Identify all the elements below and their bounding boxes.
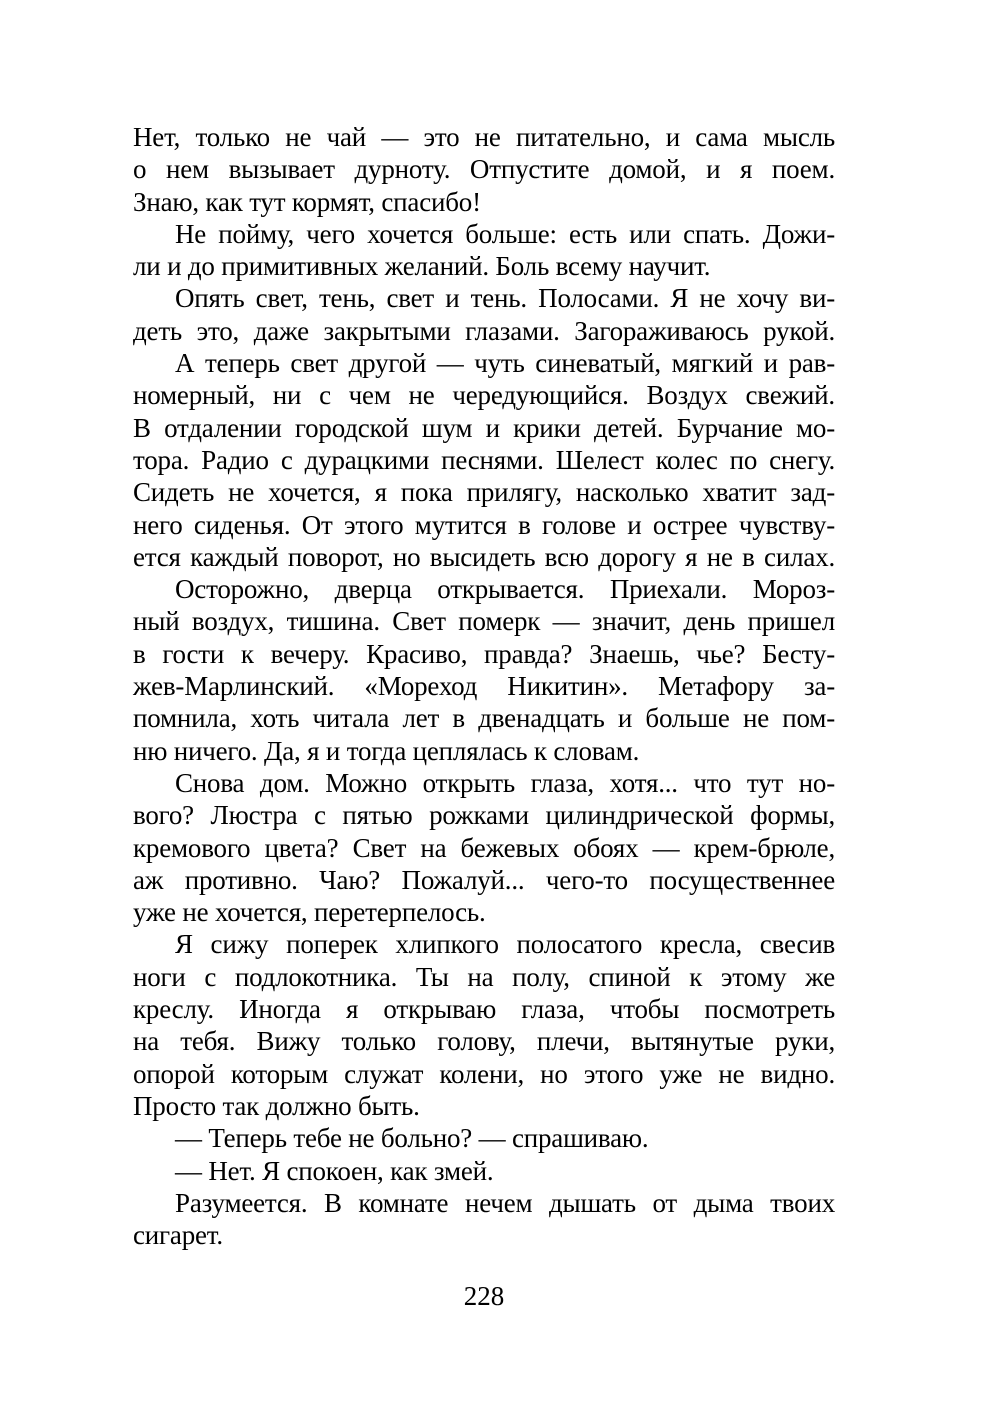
text-line: кремового цвета? Свет на бежевых обоях — крем-брюле, <box>133 832 835 863</box>
text-line: помнила, хоть читала лет в двенадцать и больше не пом- <box>133 703 835 734</box>
text-line: Не пойму, чего хочется больше: есть или спать. Дожи- <box>175 218 835 249</box>
page-number: 228 <box>463 1281 505 1311</box>
text-line: аж противно. Чаю? Пожалуй... чего-то посущественнее <box>133 864 835 895</box>
text-line: Нет, только не чай — это не питательно, и сама мысль <box>133 122 835 152</box>
text-line: опорой которым служат колени, но этого уже не видно. <box>133 1058 835 1089</box>
text-line: ноги с подлокотника. Ты на полу, спиной к этому же <box>133 961 835 992</box>
text-line: Снова дом. Можно открыть глаза, хотя... что тут но- <box>175 767 835 798</box>
text-line: Осторожно, дверца открывается. Приехали. Мороз- <box>175 574 835 605</box>
text-line: креслу. Иногда я открываю глаза, чтобы посмотреть <box>133 994 835 1025</box>
text-line: ли и до примитивных желаний. Боль всему научит. <box>133 251 711 282</box>
text-line: ню ничего. Да, я и тогда цеплялась к словам. <box>133 735 640 766</box>
text-line: Сидеть не хочется, я пока прилягу, насколько хватит зад- <box>133 477 835 508</box>
text-line: ется каждый поворот, но высидеть всю дорогу я не в силах. <box>133 541 835 572</box>
text-line: В отдалении городской шум и крики детей. Бурчание мо- <box>133 412 835 443</box>
text-line: на тебя. Вижу только голову, плечи, вытянутые руки, <box>133 1026 835 1057</box>
text-line: жев-Марлинский. «Мореход Никитин». Метафору за- <box>133 671 835 702</box>
text-line: ный воздух, тишина. Свет померк — значит, день пришел <box>133 606 835 637</box>
text-block <box>133 121 835 1251</box>
text-line: Опять свет, тень, свет и тень. Полосами. Я не хочу ви- <box>175 283 835 314</box>
text-line: тора. Радио с дурацкими песнями. Шелест колес по снегу. <box>133 444 835 475</box>
text-line: сигарет. <box>133 1220 223 1251</box>
text-line: Разумеется. В комнате нечем дышать от дыма твоих <box>175 1187 835 1218</box>
text-line: него сиденья. От этого мутится в голове и острее чувству- <box>133 509 835 540</box>
text-line: номерный, ни с чем не чередующийся. Воздух свежий. <box>133 380 835 411</box>
text-line: — Нет. Я спокоен, как змей. <box>175 1155 494 1186</box>
text-line: вого? Люстра с пятью рожками цилиндрической формы, <box>133 800 835 831</box>
text-line: в гости к вечеру. Красиво, правда? Знаешь, чье? Бесту- <box>133 638 835 669</box>
text-line: о нем вызывает дурноту. Отпустите домой, и я поем. <box>133 154 835 185</box>
text-line: А теперь свет другой — чуть синеватый, мягкий и рав- <box>175 348 835 379</box>
text-line: Просто так должно быть. <box>133 1090 420 1121</box>
text-line: уже не хочется, перетерпелось. <box>133 897 486 928</box>
text-line: — Теперь тебе не больно? — спрашиваю. <box>175 1123 649 1154</box>
text-line: деть это, даже закрытыми глазами. Загораживаюсь рукой. <box>133 315 835 346</box>
text-line: Я сижу поперек хлипкого полосатого кресла, свесив <box>175 929 835 960</box>
text-line: Знаю, как тут кормят, спасибо! <box>133 186 481 217</box>
